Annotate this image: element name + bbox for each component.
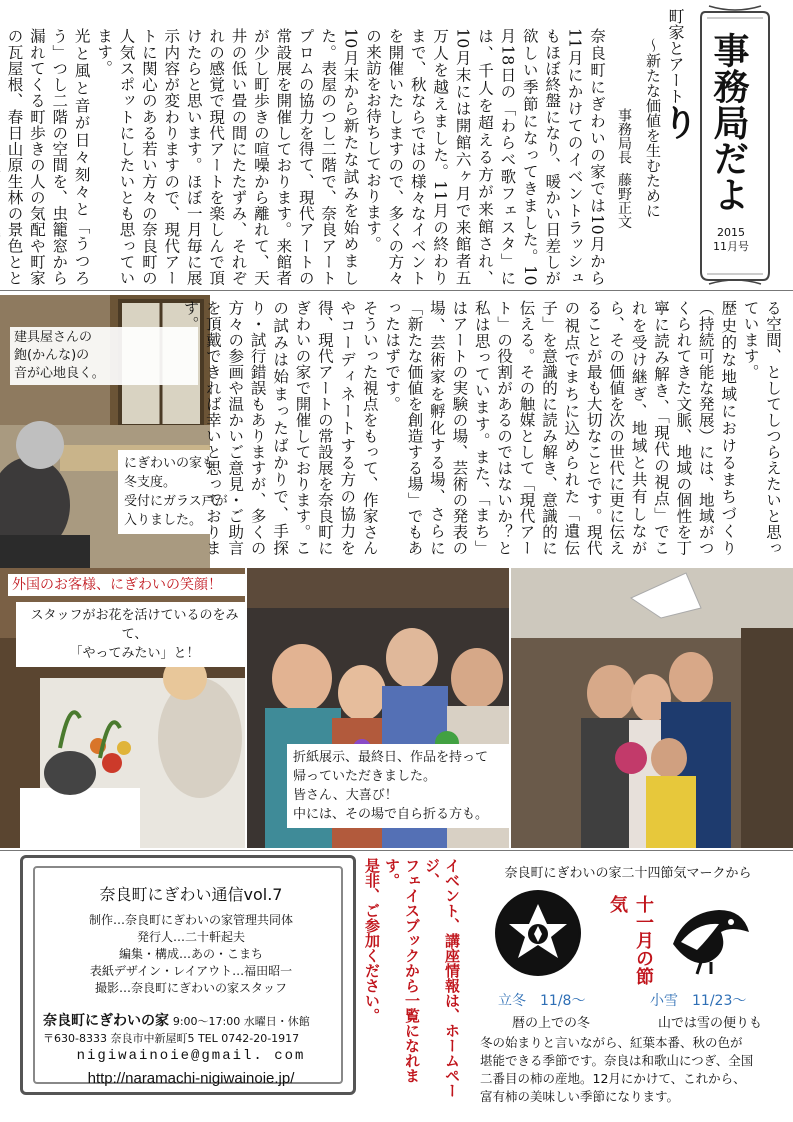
- venue-address: 〒630-8333 奈良市中新屋町5 TEL 0742-20-1917: [43, 1032, 300, 1045]
- venue-line: [43, 1010, 353, 1030]
- article-paragraph: 歴史的な地域におけるまちづくり（持続可能な発展）には、地域がつくられてきた文脈、地域の個性を丁寧に読み解き、「現代の視点」でこれを受け継ぎ、地域と共有しながら、その価値を次の世代に更に伝えることが最も大切なことです。現代の視点でまちに込められた「遺伝子」を意識的に読み解き、意識的に伝える。その触媒として「現代アート」の役割があるのではないか？と私は思っています。また、「まち」はアートの実験の場、芸術の発表の場、芸術家を孵化する場、さらに「新たな価値を創造する場」でもあったはずです。: [383, 300, 738, 556]
- article-body-upper: [5, 28, 608, 286]
- caption-line: 冬支度。: [124, 475, 177, 490]
- caption-line: 帰っていただきました。: [293, 769, 437, 784]
- family-photo-image: [511, 568, 793, 848]
- season-header: 奈良町にぎわいの家二十四節気マークから: [504, 866, 752, 881]
- article-paragraph: 奈良町にぎわいの家では10月から11月にかけてのイベントラッシュもほぼ終盤になり、暖かい日差しが欲しい季節になってきました。10月18日の「わらべ歌フェスタ」には、千人を超える方が来館され、10月末には開館六ヶ月で来館者五万人を越えました。11月の終わりまで、秋ならではの様々なイベントを開催いたしますので、多くの方々の来訪をお待ちしております。: [363, 28, 606, 286]
- shosetsu-badge: [667, 892, 753, 978]
- right-solar-term: 小雪 11/23～: [650, 993, 747, 1009]
- event-notice-line: フェイスブックから一覧になれます。: [383, 858, 421, 1083]
- caption-line: 皆さん、大喜び！: [293, 788, 398, 803]
- masthead-month: 11月号: [713, 240, 749, 253]
- left-solar-term: 立冬 11/8～: [498, 993, 586, 1009]
- bird-icon: [667, 892, 753, 978]
- article-paragraph: る空間、としてしつらえたいと思っています。: [741, 300, 782, 556]
- right-solar-term-desc: 山では雪の便りも: [658, 1016, 763, 1031]
- event-notice: [362, 858, 462, 1103]
- article-paragraph: そういった視点をもって、作家さんやコーディネートする方の協力を得、現代アートの常設展を奈良町にぎわいの家で開催しております。この試みは始まったばかりで、手探り・試行錯誤もありますが、多くの方々の参画や温かいご意見・ご助言を頂戴できれば幸いと思っております。: [181, 300, 379, 556]
- ritto-badge: [495, 890, 581, 976]
- article-body-lower: [181, 300, 784, 556]
- season-note: [480, 1034, 786, 1106]
- author-name: 藤野正文: [616, 172, 632, 229]
- snowflake-icon: [495, 890, 581, 976]
- venue-hours: 9:00～17:00 水曜日・休館: [172, 1015, 310, 1028]
- caption-line: にぎわいの家も: [124, 456, 216, 471]
- article-paragraph: 光と風と音が日々刻々と「うつろう」つし二階の空間を、虫籠窓から漏れてくる町歩きの人の気配や町家の瓦屋根、春日山原生林の景色とと: [5, 28, 91, 286]
- masthead-title: 事務局だより: [657, 32, 750, 212]
- flower-photo: [0, 568, 245, 848]
- caption-line: 入りました。: [124, 513, 203, 528]
- newsletter-title: 奈良町にぎわい通信vol.7: [99, 885, 283, 904]
- caption-line: 受付にガラス戸が: [124, 494, 228, 509]
- season-note-line: 富有柿の美味しい季節になります。: [480, 1089, 680, 1104]
- venue-name: 奈良町にぎわいの家: [43, 1013, 169, 1029]
- caption-line: スタッフがお花を活けているのをみて、: [30, 608, 239, 642]
- section-divider: [0, 290, 793, 291]
- credit-line: 表紙デザイン・レイアウト…福田昭一: [89, 964, 293, 978]
- caption-line: 建具屋さんの: [14, 330, 93, 345]
- event-notice-line: イベント、講座情報は、ホームページ、: [423, 858, 461, 1098]
- season-note-line: 二番目の柿の産地。12月にかけて、これから、: [480, 1071, 746, 1086]
- caption-line: 折紙展示、最終日、作品を持って: [293, 750, 489, 765]
- family-photo: [511, 568, 793, 848]
- event-notice-line: 是非、ご参加ください。: [363, 858, 381, 1023]
- origami-group-photo: [247, 568, 509, 848]
- left-solar-term-desc: 暦の上での冬: [512, 1016, 591, 1031]
- masthead-issue: [703, 226, 759, 254]
- contact-email[interactable]: nigiwainoie@gmail. com: [76, 1048, 306, 1064]
- month-solar-term-title: 十一月の節気: [607, 895, 654, 985]
- article-title-block: [642, 8, 686, 282]
- article-paragraph: 10月末から新たな試みを始めました。表屋のつし二階で、奈良アートプロムの協力を得て、現代アートの常設展を開催しております。来館者が少し町歩きの喧噪から離れて、天井の低い畳の間にたたずみ、それぞれの感覚で現代アートを楽しんで頂けたらと思います。ほぼ一月毎に展示内容が変わりますので、現代アートに関心のある若い方々の奈良町の人気スポットにしたいとも思っています。: [95, 28, 360, 286]
- article-title: 町家とアート: [666, 8, 685, 104]
- caption-line: 音が心地良く。: [14, 366, 105, 381]
- season-note-line: 堪能できる季節です。奈良は和歌山につぎ、全国: [480, 1053, 754, 1068]
- plane-caption: [10, 327, 198, 385]
- caption-line: 「やってみたい」と！: [69, 646, 200, 661]
- website-link[interactable]: http://naramachi-nigiwainoie.jp/: [87, 1070, 295, 1087]
- season-note-line: 冬の始まりと言いながら、紅葉本番、秋の色が: [480, 1035, 743, 1050]
- article-subtitle: ～新たな価値を生むために: [644, 38, 662, 218]
- credit-line: 制作…奈良町にぎわいの家管理共同体: [88, 913, 293, 927]
- author-role: 事務局長: [616, 108, 632, 164]
- article-heading: [612, 8, 692, 282]
- credit-line: 発行人…二十軒起夫: [136, 930, 245, 944]
- newsletter-info-box: [20, 855, 356, 1095]
- flower-caption: [16, 602, 253, 667]
- origami-caption: [287, 744, 519, 828]
- credit-line: 編集・構成…あの・こまち: [118, 947, 263, 961]
- caption-line: 中には、その場で自ら折る方も。: [293, 807, 489, 822]
- foreign-visitors-caption: 外国のお客様、にぎわいの笑顔！: [8, 574, 251, 596]
- credit-line: 撮影…奈良町にぎわいの家スタッフ: [94, 981, 287, 995]
- newsletter-credits: [23, 912, 359, 997]
- section-divider: [0, 850, 793, 851]
- masthead-year: 2015: [717, 226, 745, 239]
- caption-line: 鉋(かんな)の: [14, 348, 90, 363]
- article-author: [614, 108, 634, 288]
